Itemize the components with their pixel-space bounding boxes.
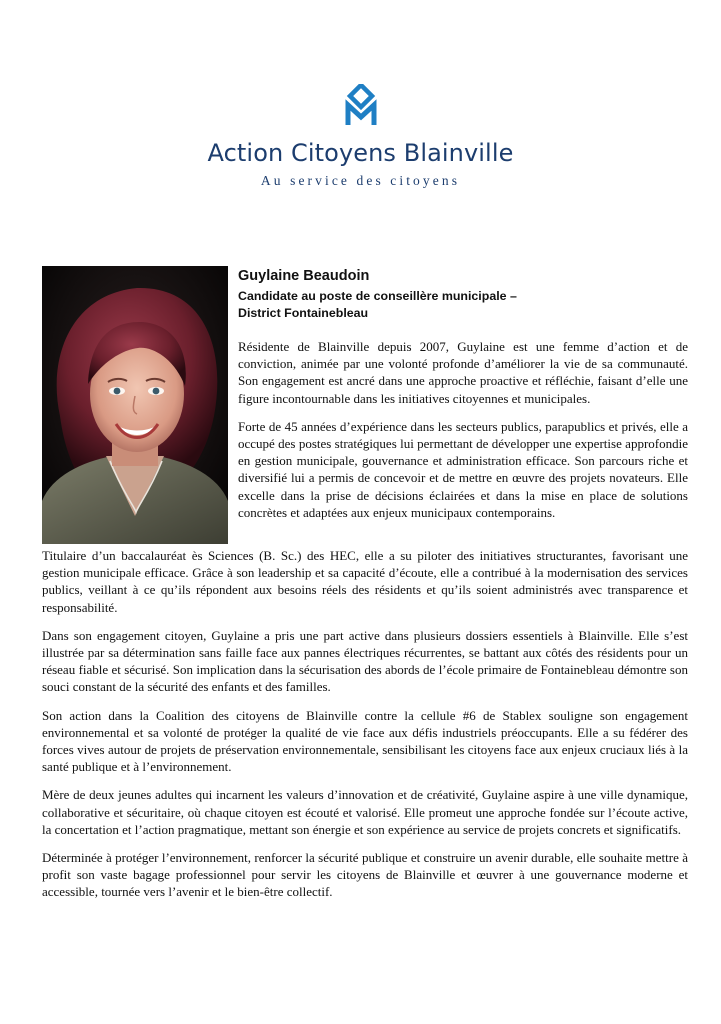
intro-section [238, 338, 688, 532]
organization-name: Action Citoyens Blainville [207, 139, 514, 167]
candidate-name: Guylaine Beaudoin [238, 268, 370, 284]
candidate-district: District Fontainebleau [238, 306, 369, 320]
intro-paragraph: Résidente de Blainville depuis 2007, Guylaine est une femme d’action et de conviction, animée par une volonté profonde d’améliorer la vie de sa communauté. Son engagement est ancré dans une approche proactive et réfléchie, faisant d’elle une figure incontournable dans les initiatives citoyennes et municipales. [238, 339, 688, 406]
candidate-photo [42, 266, 228, 544]
body-paragraph: Son action dans la Coalition des citoyens de Blainville contre la cellule #6 de Stablex souligne son engagement environnemental et sa volonté de protéger la qualité de vie face aux défis industriels préoccupants. Elle a su fédérer des forces vives autour de projets de préservation environnementale, sensibilisant les citoyens face aux enjeux cruciaux liés à la santé publique et à l’environnement. [42, 707, 688, 775]
logo-icon [345, 84, 377, 126]
body-paragraph: Déterminée à protéger l’environnement, renforcer la sécurité publique et construire un avenir durable, elle souhaite mettre à profit son vaste bagage professionnel pour servir les citoyens de Blainville et œuvrer à une gouvernance moderne et accessible, tournée vers l’avenir et le bien-être collectif. [42, 850, 688, 900]
body-paragraph: Dans son engagement citoyen, Guylaine a pris une part active dans plusieurs dossiers essentiels à Blainville. Elle s’est illustrée par sa détermination sans faille face aux pannes électriques récurrentes, se battant aux côtés des résidents pour un réseau fiable et sécurisé. Son implication dans la sécurisation des abords de l’école primaire de Fontainebleau démontre son souci constant de la sécurité des enfants et des familles. [42, 627, 688, 695]
candidate-role-line1: Candidate au poste de conseillère municipale – [238, 289, 517, 303]
candidate-role [238, 288, 688, 322]
portrait-illustration [42, 266, 228, 544]
body-paragraph: Mère de deux jeunes adultes qui incarnent les valeurs d’innovation et de créativité, Guylaine aspire à une ville dynamique, collaborative et sécuritaire, où chaque citoyen est écouté et valorisé. Elle promeut une approche fondée sur l’écoute active, la concertation et l’action pragmatique, mettant son énergie et son expérience au service de projets concrets et significatifs. [42, 787, 688, 837]
page-header [0, 84, 721, 190]
biography-body [42, 547, 688, 912]
candidate-heading [238, 266, 688, 322]
intro-paragraph: Forte de 45 années d’expérience dans les secteurs publics, parapublics et privés, elle a occupé des postes stratégiques lui permettant de développer une expertise approfondie en gestion municipale, gouvernance et administration efficace. Son parcours riche et diversifié lui a permis de concevoir et de mettre en œuvre des projets novateurs. Elle excelle dans la prise de décisions éclairées et dans la mise en place de solutions concrètes et adaptées aux enjeux municipaux contemporains. [238, 418, 688, 520]
body-paragraph: Titulaire d’un baccalauréat ès Sciences (B. Sc.) des HEC, elle a su piloter des initiatives structurantes, favorisant une gestion municipale efficace. Grâce à son leadership et sa capacité d’écoute, elle a contribué à la modernisation des services publics, veillant à ce qu’ils répondent aux besoins réels des résidents et qu’ils soient administrés avec transparence et responsabilité. [42, 548, 688, 615]
organization-tagline: Au service des citoyens [260, 173, 461, 188]
